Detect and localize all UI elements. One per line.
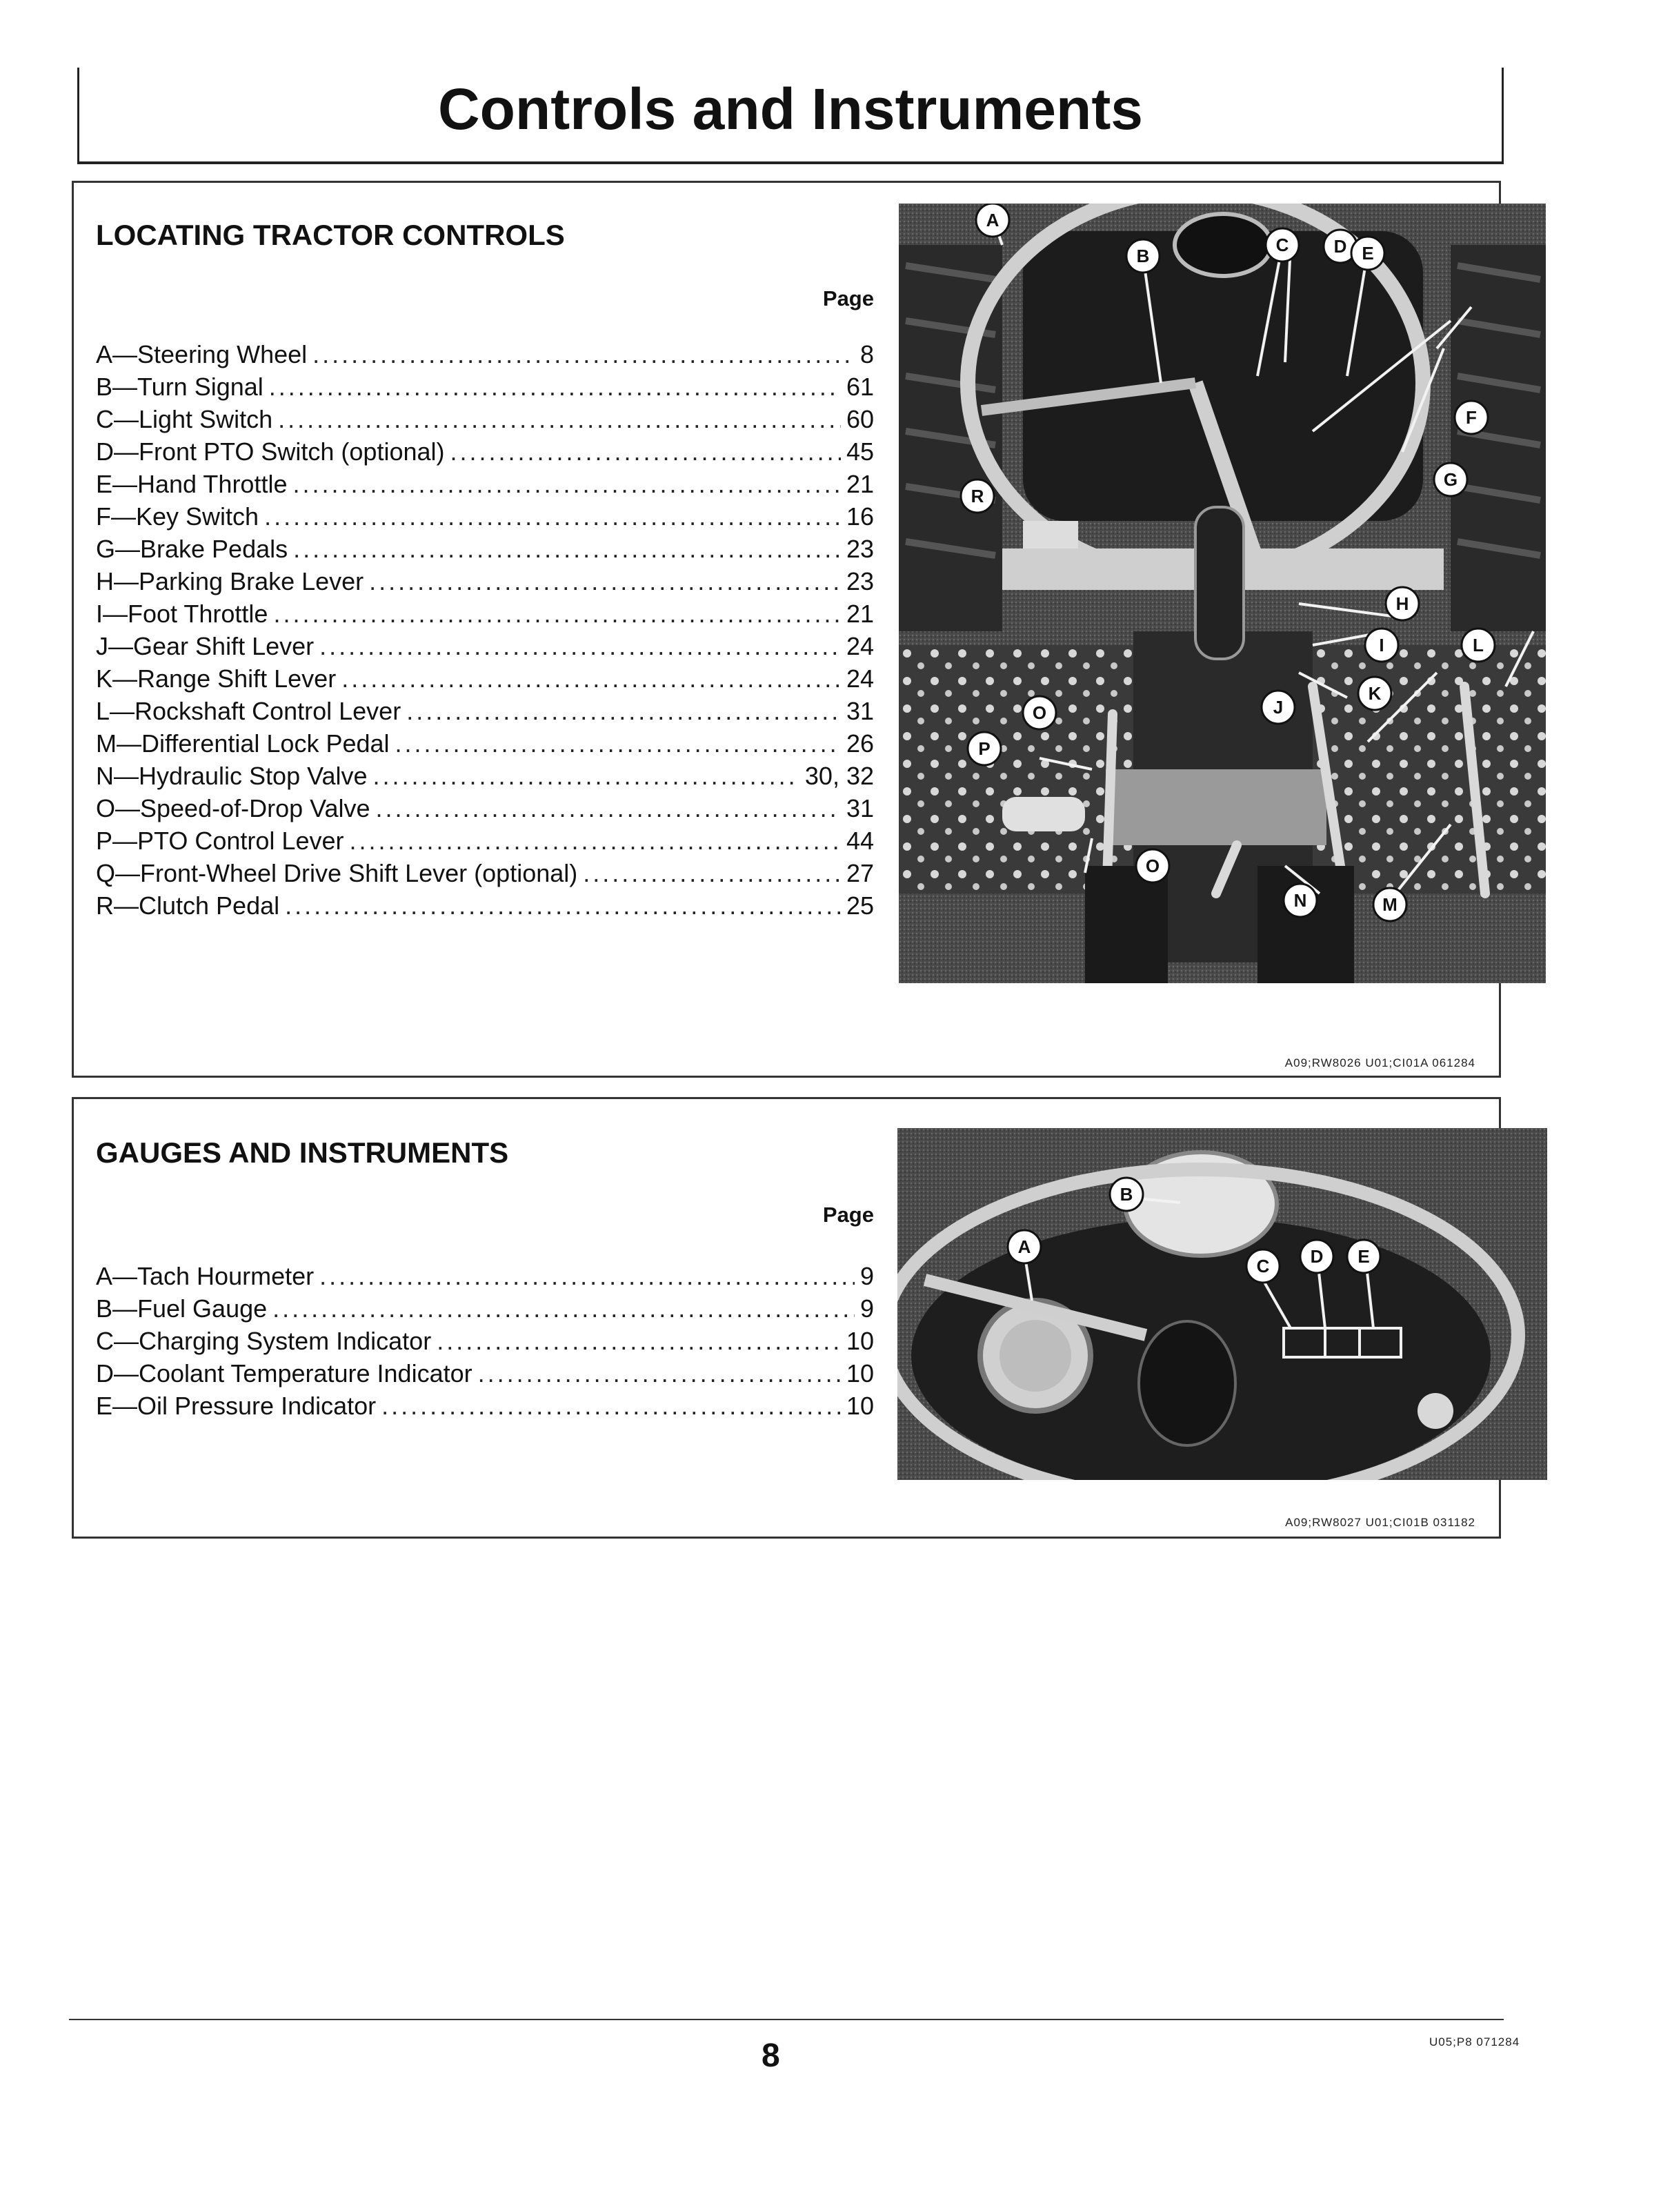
callout-label: O (1032, 702, 1047, 723)
list-item (96, 405, 874, 437)
item-label: E—Oil Pressure Indicator (96, 1392, 377, 1420)
tractor-controls-photo (899, 204, 1546, 983)
controls-list (96, 340, 874, 924)
item-page: 45 (846, 437, 874, 466)
callout-label: D (1333, 236, 1347, 257)
item-label: L—Rockshaft Control Lever (96, 697, 401, 725)
image-code: A09;RW8027 U01;CI01B 031182 (1285, 1516, 1475, 1529)
list-item (96, 891, 874, 924)
list-item (96, 632, 874, 664)
list-item (96, 340, 874, 373)
item-label: G—Brake Pedals (96, 535, 288, 563)
item-label: D—Coolant Temperature Indicator (96, 1359, 473, 1388)
item-page: 8 (859, 340, 874, 368)
footer-rule (69, 2019, 1504, 2020)
item-page: 60 (846, 405, 874, 433)
item-page: 30, 32 (804, 762, 874, 790)
instrument-panel-photo (897, 1128, 1547, 1480)
item-page: 10 (846, 1359, 874, 1388)
list-item (96, 600, 874, 632)
list-item (96, 502, 874, 535)
item-page: 16 (846, 502, 874, 531)
item-page: 24 (846, 632, 874, 660)
gauges-list (96, 1262, 874, 1424)
callout-label: K (1368, 683, 1382, 704)
callout-label: H (1395, 593, 1409, 614)
list-item (96, 437, 874, 470)
item-page: 44 (846, 827, 874, 855)
callout-label: R (971, 486, 984, 506)
list-item (96, 827, 874, 859)
callout-label: N (1293, 890, 1307, 911)
item-page: 27 (846, 859, 874, 887)
item-page: 23 (846, 535, 874, 563)
item-page: 26 (846, 729, 874, 758)
list-item (96, 729, 874, 762)
list-item (96, 1294, 874, 1327)
section-locating-controls (72, 181, 1501, 1078)
item-page: 10 (846, 1327, 874, 1355)
item-label: D—Front PTO Switch (optional) (96, 437, 445, 466)
list-item (96, 567, 874, 600)
item-label: E—Hand Throttle (96, 470, 288, 498)
list-item (96, 470, 874, 502)
section-gauges-instruments (72, 1097, 1501, 1539)
callout-label: D (1310, 1246, 1324, 1267)
item-label: K—Range Shift Lever (96, 664, 337, 693)
item-page: 10 (846, 1392, 874, 1420)
callout-label: E (1362, 243, 1374, 264)
item-label: Q—Front-Wheel Drive Shift Lever (optional) (96, 859, 578, 887)
list-item (96, 1327, 874, 1359)
item-label: C—Charging System Indicator (96, 1327, 432, 1355)
list-item (96, 373, 874, 405)
section-heading: LOCATING TRACTOR CONTROLS (96, 219, 565, 251)
callout-label: G (1443, 469, 1458, 490)
item-label: A—Steering Wheel (96, 340, 308, 368)
item-page: 9 (859, 1294, 874, 1323)
item-label: B—Fuel Gauge (96, 1294, 268, 1323)
instrument-panel-illustration (897, 1128, 1547, 1480)
item-page: 31 (846, 697, 874, 725)
page-column-header: Page (822, 1203, 874, 1227)
item-label: I—Foot Throttle (96, 600, 268, 628)
list-item (96, 794, 874, 827)
item-label: B—Turn Signal (96, 373, 263, 401)
page-title: Controls and Instruments (437, 77, 1144, 141)
item-page: 9 (859, 1262, 874, 1290)
item-label: R—Clutch Pedal (96, 891, 280, 920)
list-item (96, 664, 874, 697)
item-page: 31 (846, 794, 874, 822)
item-page: 21 (846, 600, 874, 628)
list-item (96, 859, 874, 891)
callout-label: E (1357, 1246, 1370, 1267)
callout-label: B (1120, 1184, 1133, 1205)
item-label: P—PTO Control Lever (96, 827, 344, 855)
callout-label: B (1136, 246, 1150, 266)
item-label: M—Differential Lock Pedal (96, 729, 390, 758)
list-item (96, 1392, 874, 1424)
callout-label: C (1275, 235, 1289, 255)
item-page: 61 (846, 373, 874, 401)
item-label: A—Tach Hourmeter (96, 1262, 315, 1290)
callout-label: A (1017, 1236, 1031, 1257)
list-item (96, 535, 874, 567)
item-page: 24 (846, 664, 874, 693)
item-label: J—Gear Shift Lever (96, 632, 315, 660)
list-item (96, 762, 874, 794)
callout-label: M (1382, 894, 1398, 915)
item-page: 25 (846, 891, 874, 920)
footer-code: U05;P8 071284 (1429, 2035, 1520, 2048)
callout-label: J (1273, 697, 1284, 718)
page-number: 8 (762, 2037, 780, 2074)
image-code: A09;RW8026 U01;CI01A 061284 (1284, 1056, 1475, 1069)
item-label: F—Key Switch (96, 502, 259, 531)
tractor-controls-illustration (899, 204, 1546, 983)
section-heading: GAUGES AND INSTRUMENTS (96, 1136, 509, 1169)
item-label: N—Hydraulic Stop Valve (96, 762, 368, 790)
list-item (96, 1359, 874, 1392)
callout-label: O (1145, 856, 1160, 876)
item-label: C—Light Switch (96, 405, 273, 433)
callout-label: I (1379, 635, 1384, 655)
item-page: 21 (846, 470, 874, 498)
callout-label: C (1256, 1256, 1270, 1276)
list-item (96, 697, 874, 729)
callout-label: L (1473, 635, 1484, 655)
item-label: O—Speed-of-Drop Valve (96, 794, 370, 822)
item-label: H—Parking Brake Lever (96, 567, 364, 595)
callout-label: A (986, 210, 999, 230)
page-column-header: Page (822, 286, 874, 310)
title-box (77, 68, 1504, 164)
item-page: 23 (846, 567, 874, 595)
callout-label: F (1466, 407, 1477, 428)
list-item (96, 1262, 874, 1294)
callout-label: P (978, 738, 991, 759)
